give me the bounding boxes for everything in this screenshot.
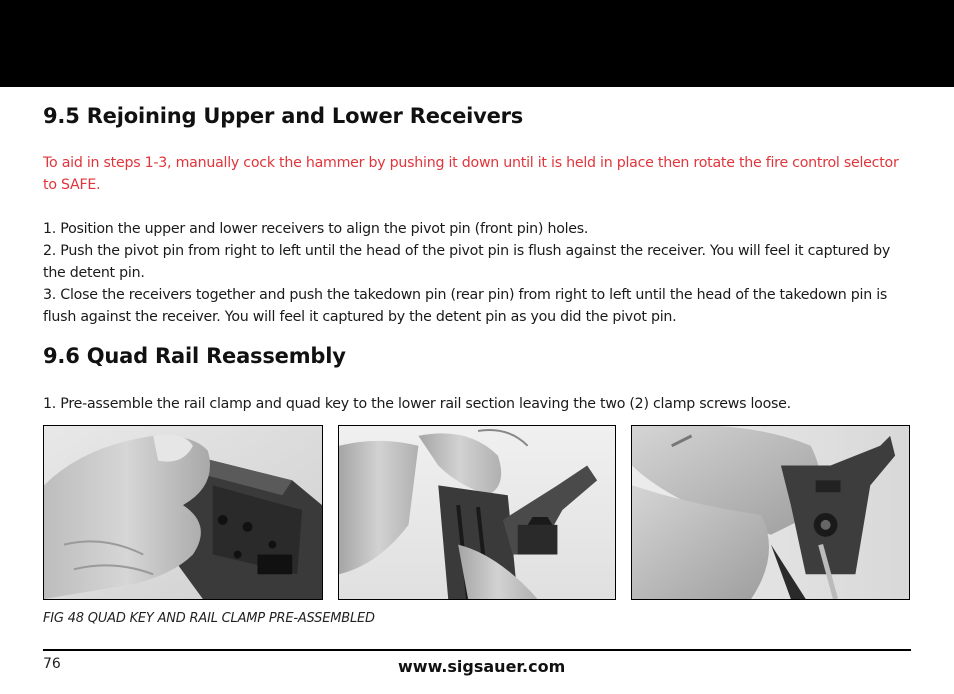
page-number: 76 [43,656,61,672]
photo-rail-clamp-2 [338,425,616,600]
step-item: 3. Close the receivers together and push the takedown pin (rear pin) from right to left until the head of the takedown pin is flush against the receiver. You will feel it captured by the detent pin as you did the pivot pin. [43,287,888,325]
photo-rail-clamp-1 [43,425,323,600]
section-heading-9-5: 9.5 Rejoining Upper and Lower Receivers [43,104,524,128]
header-band [0,0,954,87]
footer-rule [43,649,911,651]
step-item: 1. Position the upper and lower receivers to align the pivot pin (front pin) holes. [43,221,589,237]
safety-note: To aid in steps 1-3, manually cock the hammer by pushing it down until it is held in place then rotate the fire control selector to SAFE. [43,155,899,193]
photo-rail-clamp-3 [631,425,910,600]
step-item: 1. Pre-assemble the rail clamp and quad key to the lower rail section leaving the two (2) clamp screws loose. [43,396,791,412]
steps-list-9-5 [43,218,913,328]
section-heading-9-6: 9.6 Quad Rail Reassembly [43,344,346,368]
steps-list-9-6 [43,393,913,415]
figure-caption: FIG 48 QUAD KEY AND RAIL CLAMP PRE-ASSEMBLED [43,611,375,626]
step-item: 2. Push the pivot pin from right to left until the head of the pivot pin is flush against the receiver. You will feel it captured by the detent pin. [43,243,891,281]
footer-url[interactable]: www.sigsauer.com [398,657,566,676]
